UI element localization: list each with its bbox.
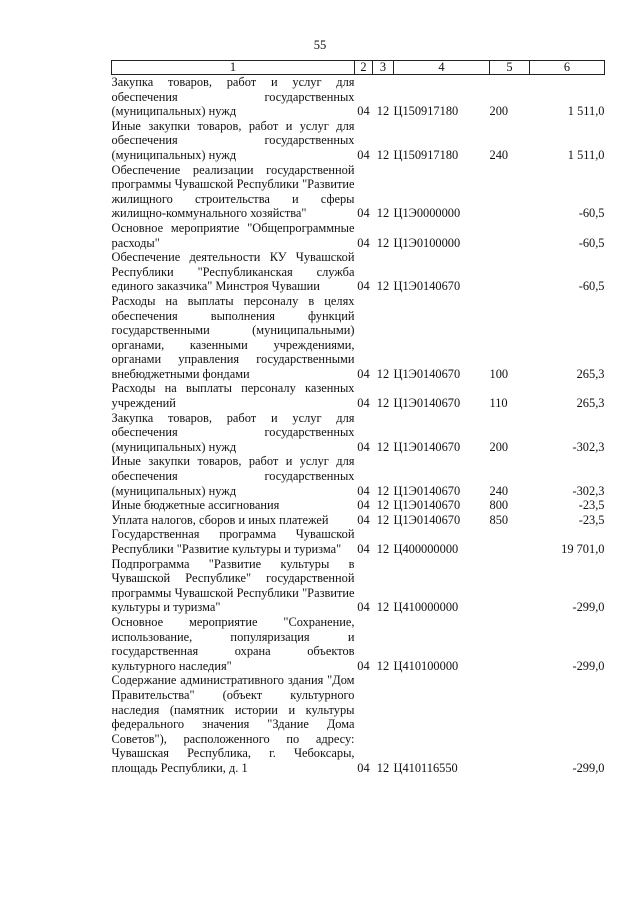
row-name: Подпрограмма "Развитие культуры в Чувашской Республике" государственной программы Чувашской Республики "Развитие культуры и туризма": [111, 556, 355, 615]
table-row: [112, 221, 605, 250]
section-code: 04: [357, 512, 370, 527]
row-name: Закупка товаров, работ и услуг для обеспечения государственных (муниципальных) нужд: [111, 75, 355, 119]
expense-type-code: [490, 163, 530, 221]
target-item-code: Ц400000000: [393, 542, 459, 556]
page-number: 55: [313, 38, 327, 52]
row-name: Содержание административного здания "Дом Правительства" (объект культурного наследия (памятник истории и культуры федерального значения "Здание Дома Советов"), расположенного по адресу: Чувашская Республика, г. Чебоксары, площадь Республики, д. 1: [111, 673, 355, 775]
target-item-code: Ц410000000: [393, 600, 459, 615]
section-code: 04: [357, 396, 370, 411]
table-row: [112, 294, 605, 382]
section-code: 04: [357, 483, 370, 498]
table-row: [112, 454, 605, 498]
subsection-code: 12: [376, 366, 390, 381]
table-row: [112, 411, 605, 455]
subsection-code: 12: [376, 235, 390, 250]
target-item-code: Ц150917180: [393, 147, 459, 162]
expense-type-code: [490, 250, 530, 294]
table-row: [112, 381, 605, 410]
subsection-code: 12: [376, 760, 390, 775]
column-header: 5: [490, 61, 530, 75]
subsection-code: 12: [376, 279, 390, 294]
amount: -299,0: [572, 600, 605, 615]
subsection-code: 12: [376, 439, 390, 454]
target-item-code: Ц410116550: [393, 760, 458, 775]
target-item-code: Ц1Э0140670: [393, 483, 461, 498]
expense-type-code: 200: [489, 439, 509, 454]
table-row: [112, 119, 605, 163]
section-code: 04: [357, 658, 370, 673]
table-row: [112, 163, 605, 221]
section-code: 04: [357, 760, 370, 775]
target-item-code: Ц1Э0140670: [393, 439, 461, 454]
section-code: 04: [357, 147, 370, 162]
expense-type-code: 850: [489, 512, 509, 527]
amount: -60,5: [578, 279, 605, 294]
section-code: 04: [357, 439, 370, 454]
amount: -302,3: [572, 483, 605, 498]
amount: -23,5: [578, 512, 605, 527]
subsection-code: 12: [376, 147, 390, 162]
row-name: Иные закупки товаров, работ и услуг для обеспечения государственных (муниципальных) нужд: [111, 118, 355, 162]
expense-type-code: [490, 673, 530, 775]
expense-type-code: 240: [489, 147, 509, 162]
subsection-code: 12: [376, 512, 390, 527]
table-row: [112, 250, 605, 294]
amount: 265,3: [576, 396, 605, 411]
row-name: Основное мероприятие "Сохранение, использование, популяризация и государственная охрана объектов культурного наследия": [111, 614, 355, 673]
subsection-code: 12: [376, 483, 390, 498]
row-name: Основное мероприятие "Общепрограммные расходы": [111, 220, 355, 250]
row-name: Обеспечение деятельности КУ Чувашской Республики "Республиканская служба единого заказчика" Минстроя Чувашии: [111, 250, 355, 294]
table-row: [112, 673, 605, 775]
table-header-row: [112, 61, 605, 75]
amount: -60,5: [578, 235, 605, 250]
expense-type-code: [490, 527, 530, 556]
subsection-code: 12: [376, 658, 390, 673]
section-code: 04: [357, 206, 370, 221]
row-name: Закупка товаров, работ и услуг для обеспечения государственных (муниципальных) нужд: [111, 410, 355, 454]
expense-type-code: 100: [489, 366, 509, 381]
subsection-code: 12: [376, 206, 390, 221]
target-item-code: Ц1Э0140670: [393, 396, 461, 411]
target-item-code: Ц1Э0140670: [393, 512, 461, 527]
expense-type-code: [490, 221, 530, 250]
section-code: 04: [357, 366, 370, 381]
target-item-code: Ц1Э0140670: [393, 366, 461, 381]
row-name: Иные бюджетные ассигнования: [111, 498, 280, 513]
amount: -299,0: [572, 658, 605, 673]
table-row: [112, 557, 605, 615]
row-name: Уплата налогов, сборов и иных платежей: [111, 512, 329, 527]
section-code: 04: [357, 279, 370, 294]
subsection-code: 12: [376, 104, 390, 119]
section-code: 04: [357, 498, 370, 513]
amount: -302,3: [572, 439, 605, 454]
subsection-code: 12: [376, 542, 390, 556]
expense-type-code: 110: [489, 396, 508, 411]
expense-type-code: 240: [489, 483, 509, 498]
section-code: 04: [357, 542, 370, 556]
row-name: Обеспечение реализации государственной программы Чувашской Республики "Развитие жилищного строительства и сферы жилищно-коммунального хозяйства": [111, 162, 355, 221]
target-item-code: Ц150917180: [393, 104, 459, 119]
row-name: Государственная программа Чувашской Республики "Развитие культуры и туризма": [111, 527, 355, 556]
table-row: [112, 615, 605, 673]
amount: 1 511,0: [567, 104, 605, 119]
amount: -60,5: [578, 206, 605, 221]
column-header: 2: [355, 61, 373, 75]
row-name: Иные закупки товаров, работ и услуг для обеспечения государственных (муниципальных) нужд: [111, 454, 355, 498]
column-header: 6: [530, 61, 605, 75]
column-header: 4: [394, 61, 490, 75]
subsection-code: 12: [376, 396, 390, 411]
expense-type-code: [490, 615, 530, 673]
expense-type-code: 200: [489, 104, 509, 119]
section-code: 04: [357, 600, 370, 615]
subsection-code: 12: [376, 600, 390, 615]
amount: 265,3: [576, 366, 605, 381]
column-header: 3: [373, 61, 394, 75]
amount: -299,0: [572, 760, 605, 775]
subsection-code: 12: [376, 498, 390, 513]
target-item-code: Ц1Э0140670: [393, 498, 461, 513]
row-name: Расходы на выплаты персоналу казенных учреждений: [111, 381, 355, 411]
section-code: 04: [357, 235, 370, 250]
target-item-code: Ц1Э0100000: [393, 235, 461, 250]
amount: 1 511,0: [567, 147, 605, 162]
table-row: [112, 513, 605, 528]
table-row: [112, 527, 605, 556]
target-item-code: Ц1Э0140670: [393, 279, 461, 294]
target-item-code: Ц1Э0000000: [393, 206, 461, 221]
table-row: [112, 498, 605, 513]
section-code: 04: [357, 104, 370, 119]
amount: -23,5: [578, 498, 605, 513]
amount: 19 701,0: [561, 542, 605, 556]
expense-type-code: 800: [489, 498, 509, 513]
table-row: [112, 75, 605, 119]
budget-table: [111, 60, 605, 776]
column-header: 1: [112, 61, 355, 75]
target-item-code: Ц410100000: [393, 658, 459, 673]
expense-type-code: [490, 557, 530, 615]
row-name: Расходы на выплаты персоналу в целях обеспечения выполнения функций государственными (муниципальными) органами, казенными учреждениями, органами управления государственными внебюджетными фондами: [111, 293, 355, 381]
